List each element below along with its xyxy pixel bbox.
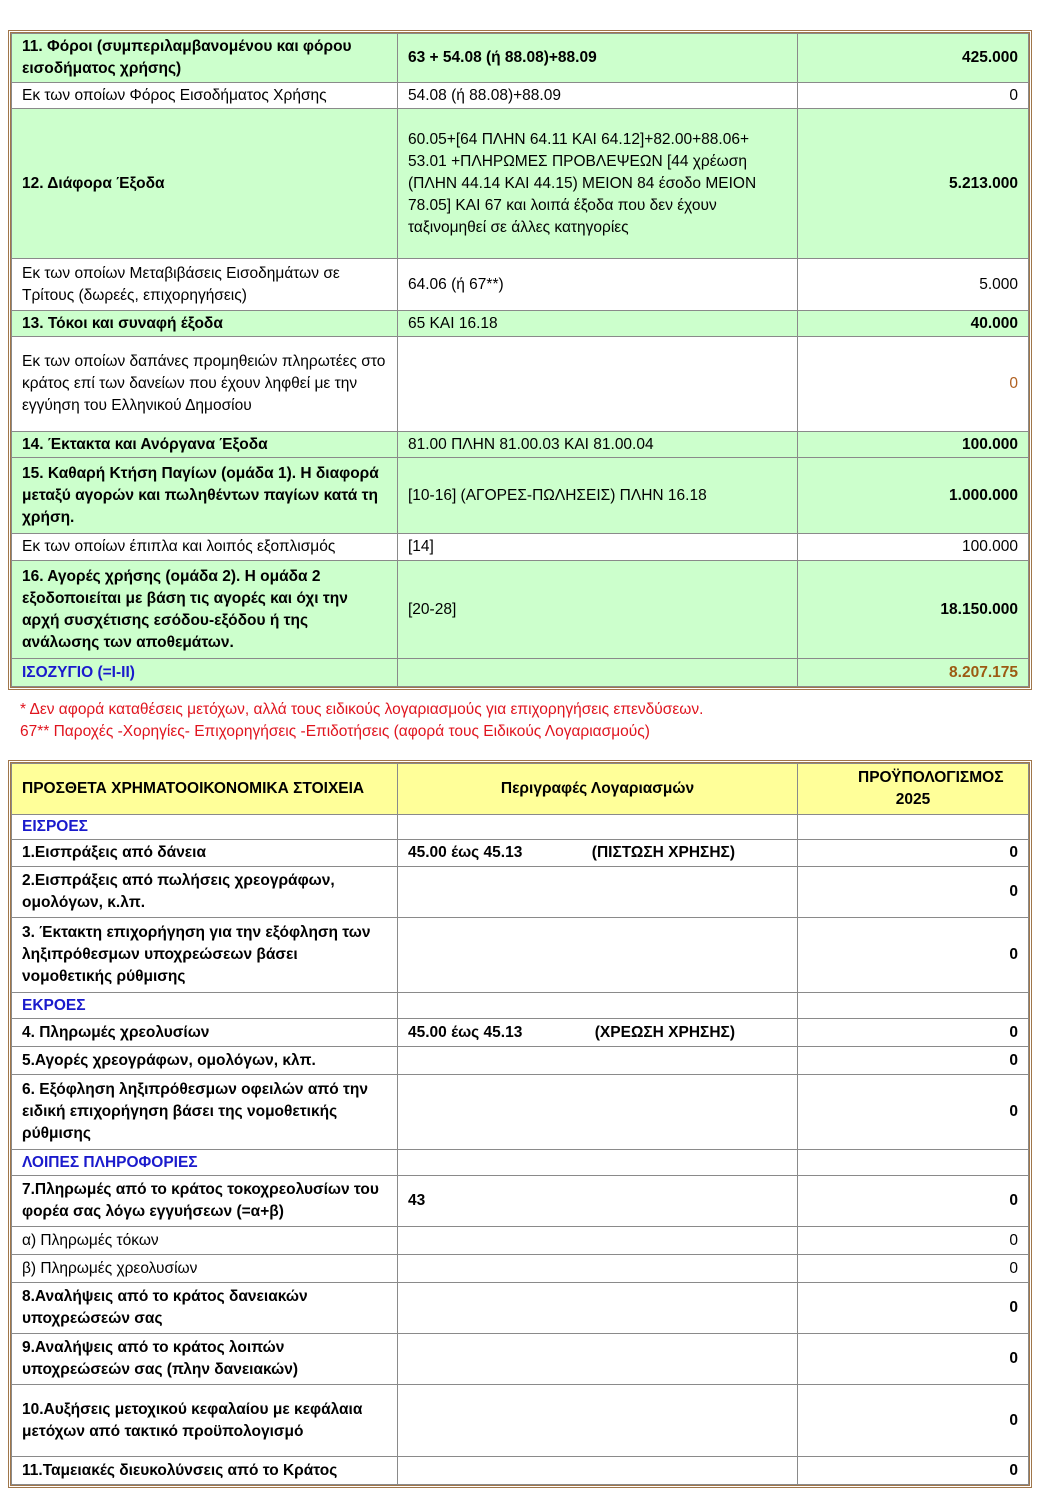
row-account: 63 + 54.08 (ή 88.08)+88.09 <box>398 34 798 83</box>
row-account <box>398 1283 798 1334</box>
row-account <box>398 867 798 918</box>
row-label: 15. Καθαρή Κτήση Παγίων (ομάδα 1). Η διαφορά μεταξύ αγορών και πωληθέντων παγίων κατά τη χρήση. <box>12 458 398 534</box>
row-label: 14. Έκτακτα και Ανόργανα Έξοδα <box>12 432 398 458</box>
additional-financial-table <box>8 760 1032 1488</box>
row-value: 0 <box>798 918 1029 993</box>
row-account: [14] <box>398 534 798 561</box>
table-row <box>12 432 1029 458</box>
row-value: 0 <box>798 1019 1029 1047</box>
table-row <box>12 1334 1029 1385</box>
row-account <box>398 1385 798 1457</box>
row-value: 5.000 <box>798 259 1029 311</box>
table-row <box>12 34 1029 83</box>
table-row <box>12 534 1029 561</box>
row-label: 4. Πληρωμές χρεολυσίων <box>12 1019 398 1047</box>
row-value: 0 <box>798 337 1029 432</box>
row-account <box>398 1075 798 1150</box>
row-account <box>398 918 798 993</box>
row-value: 0 <box>798 83 1029 109</box>
balance-label: ΙΣΟΖΥΓΙΟ (=Ι-ΙΙ) <box>12 659 398 687</box>
row-value: 0 <box>798 1047 1029 1075</box>
row-account: [10-16] (ΑΓΟΡΕΣ-ΠΩΛΗΣΕΙΣ) ΠΛΗΝ 16.18 <box>398 458 798 534</box>
row-label: 13. Τόκοι και συναφή έξοδα <box>12 311 398 337</box>
row-value: 18.150.000 <box>798 561 1029 659</box>
row-account: 45.00 έως 45.13 (ΠΙΣΤΩΣΗ ΧΡΗΣΗΣ) <box>398 840 798 867</box>
row-account <box>398 1047 798 1075</box>
row-value: 0 <box>798 1283 1029 1334</box>
balance-value: 8.207.175 <box>798 659 1029 687</box>
expenses-table <box>8 30 1032 690</box>
header-budget: ΠΡΟΫΠΟΛΟΓΙΣΜΟΣ 2025 <box>798 764 1029 815</box>
table-row <box>12 1075 1029 1150</box>
row-value: 0 <box>798 1176 1029 1227</box>
row-label: 3. Έκτακτη επιχορήγηση για την εξόφληση των ληξιπρόθεσμων υποχρεώσεων βάσει νομοθετικής ρύθμισης <box>12 918 398 993</box>
row-label: 11.Ταμειακές διευκολύνσεις από το Κράτος <box>12 1457 398 1485</box>
section-row <box>12 993 1029 1019</box>
section-inflows: ΕΙΣΡΟΕΣ <box>12 815 398 840</box>
table-row <box>12 918 1029 993</box>
row-value: 0 <box>798 1255 1029 1283</box>
row-label: 12. Διάφορα Έξοδα <box>12 109 398 259</box>
row-label: 2.Εισπράξεις από πωλήσεις χρεογράφων, ομολόγων, κ.λπ. <box>12 867 398 918</box>
row-account <box>398 1227 798 1255</box>
row-label: 1.Εισπράξεις από δάνεια <box>12 840 398 867</box>
section-row <box>12 1150 1029 1176</box>
row-label: 11. Φόροι (συμπεριλαμβανομένου και φόρου εισοδήματος χρήσης) <box>12 34 398 83</box>
row-account: 65 ΚΑΙ 16.18 <box>398 311 798 337</box>
row-value: 0 <box>798 1457 1029 1485</box>
balance-row <box>12 659 1029 687</box>
row-account: [20-28] <box>398 561 798 659</box>
table-row <box>12 561 1029 659</box>
row-value: 0 <box>798 1385 1029 1457</box>
table-row <box>12 1176 1029 1227</box>
footnote-asterisk: * Δεν αφορά καταθέσεις μετόχων, αλλά τους ειδικούς λογαριασμούς για επιχορηγήσεις επενδύσεων. <box>20 701 704 718</box>
row-label: α) Πληρωμές τόκων <box>12 1227 398 1255</box>
row-value: 100.000 <box>798 432 1029 458</box>
table-row <box>12 1457 1029 1485</box>
row-account: 81.00 ΠΛΗΝ 81.00.03 ΚΑΙ 81.00.04 <box>398 432 798 458</box>
header-accounts: Περιγραφές Λογαριασμών <box>398 764 798 815</box>
balance-account <box>398 659 798 687</box>
section-other-info: ΛΟΙΠΕΣ ΠΛΗΡΟΦΟΡΙΕΣ <box>12 1150 398 1176</box>
table-row <box>12 109 1029 259</box>
row-account: 45.00 έως 45.13 (ΧΡΕΩΣΗ ΧΡΗΣΗΣ) <box>398 1019 798 1047</box>
row-label: β) Πληρωμές χρεολυσίων <box>12 1255 398 1283</box>
row-label: 5.Αγορές χρεογράφων, ομολόγων, κλπ. <box>12 1047 398 1075</box>
row-label: 7.Πληρωμές από το κράτος τοκοχρεολυσίων του φορέα σας λόγω εγγυήσεων (=α+β) <box>12 1176 398 1227</box>
table-row <box>12 458 1029 534</box>
row-account <box>398 337 798 432</box>
row-label: Εκ των οποίων Μεταβιβάσεις Εισοδημάτων σε Τρίτους (δωρεές, επιχορηγήσεις) <box>12 259 398 311</box>
row-account: 54.08 (ή 88.08)+88.09 <box>398 83 798 109</box>
row-value: 0 <box>798 867 1029 918</box>
table-row <box>12 1385 1029 1457</box>
row-label: 9.Αναλήψεις από το κράτος λοιπών υποχρεώσεών σας (πλην δανειακών) <box>12 1334 398 1385</box>
row-label: 10.Αυξήσεις μετοχικού κεφαλαίου με κεφάλαια μετόχων από τακτικό προϋπολογισμό <box>12 1385 398 1457</box>
row-label: Εκ των οποίων έπιπλα και λοιπός εξοπλισμός <box>12 534 398 561</box>
row-account <box>398 1255 798 1283</box>
table-row <box>12 1255 1029 1283</box>
row-account: 60.05+[64 ΠΛΗΝ 64.11 ΚΑΙ 64.12]+82.00+88.06+ 53.01 +ΠΛΗΡΩΜΕΣ ΠΡΟΒΛΕΨΕΩΝ [44 χρέωση (ΠΛΗΝ 44.14 ΚΑΙ 44.15) ΜΕΙΟΝ 84 έσοδο ΜΕΙΟΝ 78.05] ΚΑΙ 67 και λοιπά έξοδα που δεν έχουν ταξινομηθεί σε άλλες κατηγορίες <box>398 109 798 259</box>
table-row <box>12 1283 1029 1334</box>
row-account <box>398 1334 798 1385</box>
table-row <box>12 83 1029 109</box>
row-value: 0 <box>798 840 1029 867</box>
row-account: 64.06 (ή 67**) <box>398 259 798 311</box>
section-outflows: ΕΚΡΟΕΣ <box>12 993 398 1019</box>
row-value: 40.000 <box>798 311 1029 337</box>
row-label: 6. Εξόφληση ληξιπρόθεσμων οφειλών από την ειδική επιχορήγηση βάσει της νομοθετικής ρύθμισης <box>12 1075 398 1150</box>
header-items: ΠΡΟΣΘΕΤΑ ΧΡΗΜΑΤΟΟΙΚΟΝΟΜΙΚΑ ΣΤΟΙΧΕΙΑ <box>12 764 398 815</box>
footnote-67: 67** Παροχές -Χορηγίες- Επιχορηγήσεις -Επιδοτήσεις (αφορά τους Ειδικούς Λογαριασμούς) <box>20 723 650 740</box>
row-account <box>398 1457 798 1485</box>
table-header-row <box>12 764 1029 815</box>
table-row <box>12 259 1029 311</box>
row-value: 425.000 <box>798 34 1029 83</box>
row-label: 16. Αγορές χρήσης (ομάδα 2). Η ομάδα 2 εξοδοποιείται με βάση τις αγορές και όχι την αρχή συσχέτισης εσόδου-εξόδου ή της ανάλωσης των αποθεμάτων. <box>12 561 398 659</box>
row-label: 8.Αναλήψεις από το κράτος δανειακών υποχρεώσεών σας <box>12 1283 398 1334</box>
section-row <box>12 815 1029 840</box>
row-value: 0 <box>798 1075 1029 1150</box>
row-value: 0 <box>798 1227 1029 1255</box>
table-row <box>12 1227 1029 1255</box>
row-label: Εκ των οποίων δαπάνες προμηθειών πληρωτέες στο κράτος επί των δανείων που έχουν ληφθεί με την εγγύηση του Ελληνικού Δημοσίου <box>12 337 398 432</box>
table-row <box>12 840 1029 867</box>
row-value: 1.000.000 <box>798 458 1029 534</box>
table-row <box>12 1019 1029 1047</box>
row-value: 0 <box>798 1334 1029 1385</box>
table-row <box>12 311 1029 337</box>
table-row <box>12 337 1029 432</box>
row-value: 100.000 <box>798 534 1029 561</box>
table-row <box>12 1047 1029 1075</box>
table-row <box>12 867 1029 918</box>
row-label: Εκ των οποίων Φόρος Εισοδήματος Χρήσης <box>12 83 398 109</box>
row-value: 5.213.000 <box>798 109 1029 259</box>
row-account: 43 <box>398 1176 798 1227</box>
